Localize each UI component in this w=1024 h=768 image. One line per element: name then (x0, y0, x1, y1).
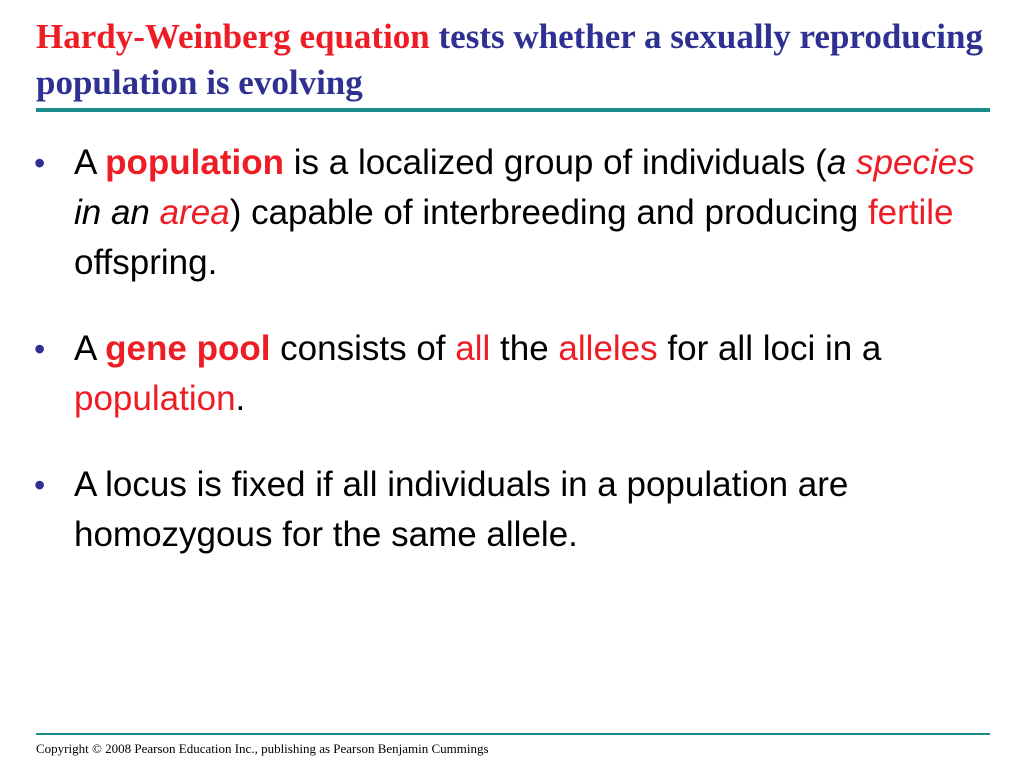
word-alleles: alleles (558, 329, 658, 368)
italic-area: area (159, 193, 230, 232)
bullet-2-text-3: for all loci in a (667, 329, 882, 368)
italic-in-an: in an (74, 193, 150, 232)
copyright-footer: Copyright © 2008 Pearson Education Inc., publishing as Pearson Benjamin Cummings (36, 741, 489, 756)
bullet-list (26, 138, 986, 596)
term-gene-pool: gene pool (105, 329, 271, 368)
italic-a: a (826, 143, 847, 182)
bullet-1-text-1: is a localized group of individuals ( (293, 143, 827, 182)
bullet-item-fixed-locus (26, 460, 986, 560)
bullet-2-a: A (74, 329, 96, 368)
bullet-2-text-1: consists of (280, 329, 446, 368)
word-fertile: fertile (867, 193, 954, 232)
bullet-1-text-2: ) capable of interbreeding and producing (229, 193, 859, 232)
bullet-item-population (26, 138, 986, 288)
word-all: all (455, 329, 491, 368)
bullet-dot-icon: • (34, 331, 46, 367)
bullet-1-text-3: offspring. (74, 243, 218, 282)
footer-divider (36, 733, 990, 735)
bullet-1-a: A (74, 143, 96, 182)
bullet-2-text-4: . (235, 379, 246, 418)
title-highlight: Hardy-Weinberg equation (36, 17, 430, 56)
title-rest: tests whether a sexually reproducing population is evolving (36, 17, 983, 102)
italic-species: species (856, 143, 975, 182)
bullet-item-gene-pool (26, 324, 986, 424)
term-population: population (105, 143, 285, 182)
bullet-2-text-2: the (500, 329, 549, 368)
slide-title (36, 14, 996, 106)
bullet-dot-icon: • (34, 145, 46, 181)
bullet-3-text: A locus is fixed if all individuals in a population are homozygous for the same allele. (74, 465, 849, 554)
word-population: population (74, 379, 236, 418)
title-divider (36, 108, 990, 112)
bullet-dot-icon: • (34, 467, 46, 503)
